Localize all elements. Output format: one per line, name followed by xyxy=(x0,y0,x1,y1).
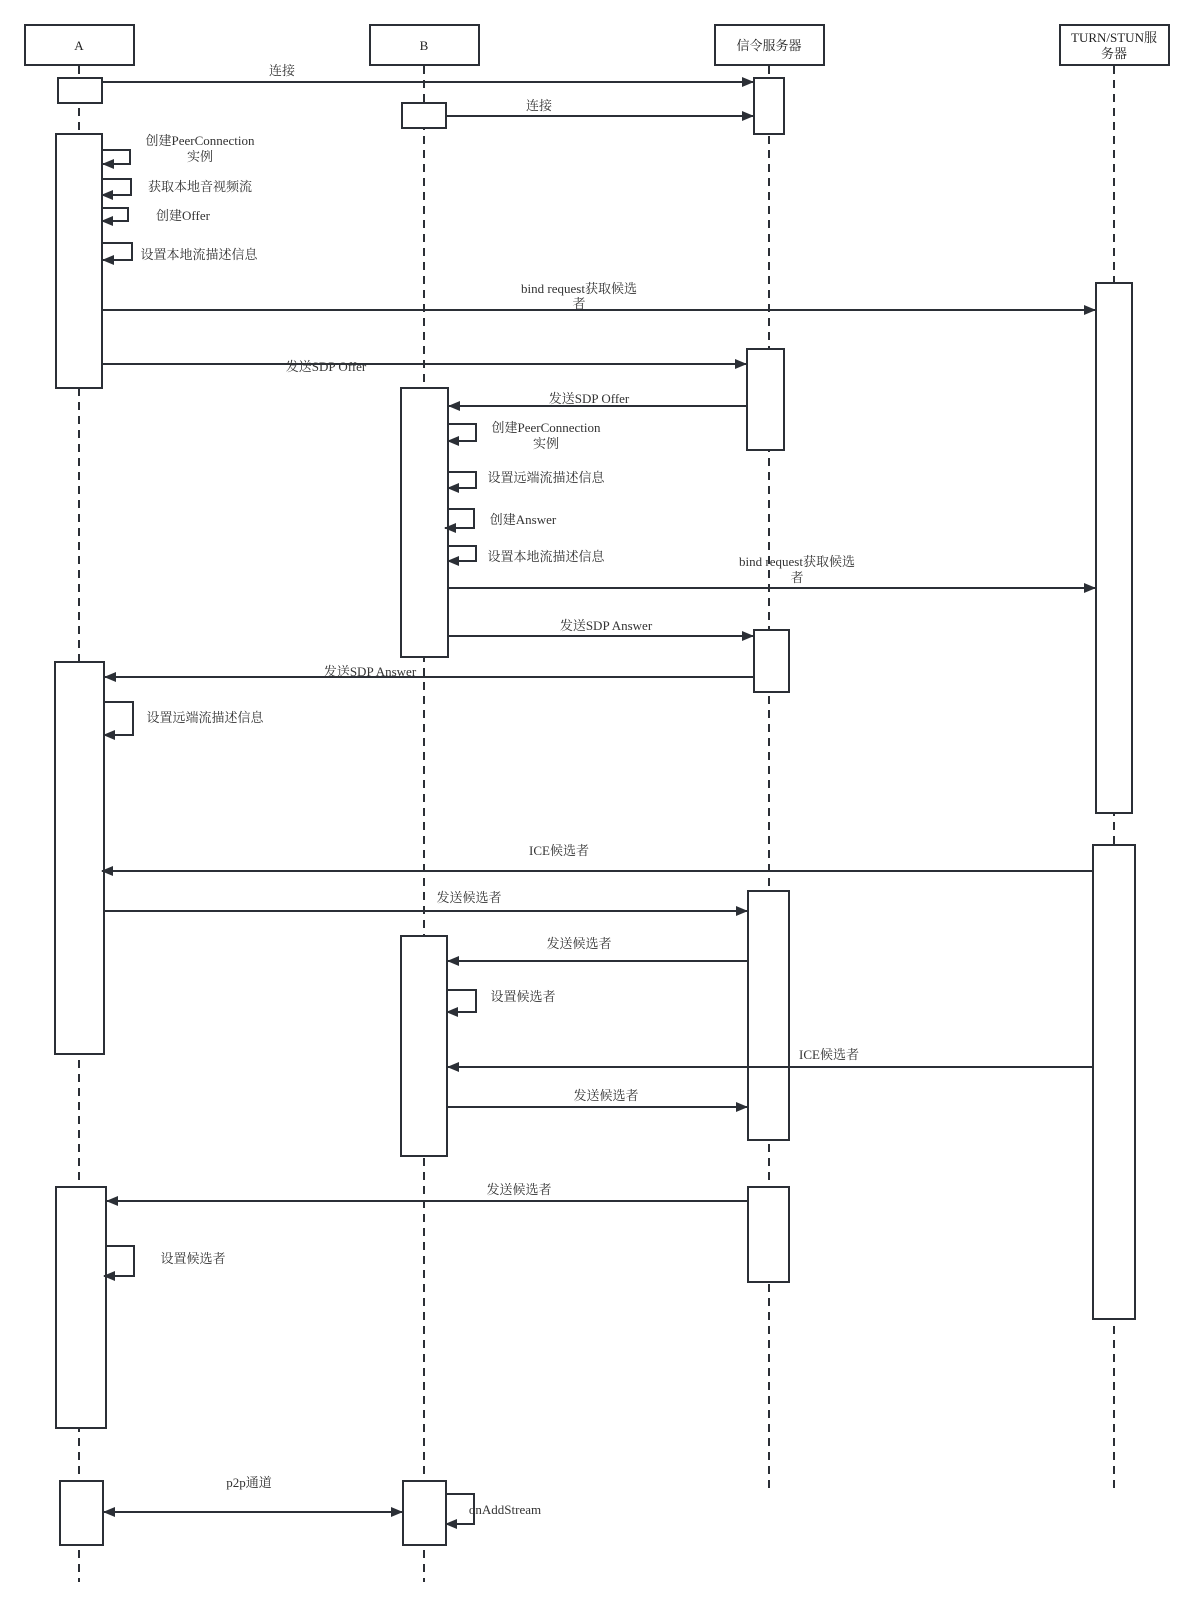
message-label: 发送候选者 xyxy=(436,890,502,905)
self-message-b-on-add-stream xyxy=(446,1494,541,1524)
message-label: 发送候选者 xyxy=(573,1088,639,1103)
message-label: p2p通道 xyxy=(226,1475,272,1490)
message-label-line1: bind request获取候选 xyxy=(739,554,855,569)
message-label: 设置本地流描述信息 xyxy=(487,549,605,564)
activation-a-2 xyxy=(56,134,102,388)
message-label: 设置远端流描述信息 xyxy=(146,710,264,725)
message-label: 发送SDP Offer xyxy=(285,359,367,374)
message-label: 发送SDP Answer xyxy=(323,664,417,679)
message-signaling-forward-candidate-to-b xyxy=(448,936,748,961)
message-label-line2: 实例 xyxy=(532,436,560,451)
activation-a-5 xyxy=(60,1481,103,1545)
message-label: ICE候选者 xyxy=(529,843,589,858)
activation-turn-1 xyxy=(1096,283,1132,813)
self-message-a-get-local-media xyxy=(102,179,252,195)
message-label: 发送候选者 xyxy=(546,936,612,951)
message-label: 创建Answer xyxy=(489,512,557,527)
self-message-b-set-remote-description xyxy=(448,470,605,488)
activation-a-3 xyxy=(55,662,104,1054)
message-label: 连接 xyxy=(525,98,553,113)
participant-b xyxy=(370,25,479,65)
message-label: 获取本地音视频流 xyxy=(147,179,253,194)
message-label-line1: 创建PeerConnection xyxy=(491,420,601,435)
message-b-connect-signaling xyxy=(446,98,753,116)
message-turn-ice-candidate-to-a xyxy=(102,843,1093,871)
self-message-b-set-local-description xyxy=(448,546,605,564)
message-label: onAddStream xyxy=(468,1502,542,1517)
message-label: 连接 xyxy=(268,63,296,78)
message-signaling-forward-candidate-to-a xyxy=(107,1182,748,1201)
message-label-line1: bind request获取候选 xyxy=(521,281,637,296)
message-label: 设置候选者 xyxy=(160,1251,226,1266)
message-a-send-candidate xyxy=(104,890,747,911)
self-message-a-create-peerconnection xyxy=(102,133,255,164)
self-message-b-create-peerconnection xyxy=(448,420,601,451)
activation-sig-1 xyxy=(754,78,784,134)
activation-sig-3 xyxy=(754,630,789,692)
activation-sig-4 xyxy=(748,891,789,1140)
message-label: 发送SDP Answer xyxy=(559,618,653,633)
message-label-line2: 实例 xyxy=(186,149,214,164)
self-message-a-set-candidate xyxy=(104,1246,226,1276)
message-b-send-sdp-answer xyxy=(448,618,753,636)
message-label-line1: 创建PeerConnection xyxy=(145,133,255,148)
activation-sig-2 xyxy=(747,349,784,450)
participant-turn-stun-server xyxy=(1060,25,1169,65)
message-p2p-channel xyxy=(104,1475,402,1512)
message-label: ICE候选者 xyxy=(799,1047,859,1062)
participant-a-label: A xyxy=(74,38,84,53)
activation-sig-5 xyxy=(748,1187,789,1282)
activation-b-1 xyxy=(402,103,446,128)
message-label-line2: 者 xyxy=(572,296,586,311)
participant-signaling-server-label: 信令服务器 xyxy=(736,38,802,53)
message-a-bind-request xyxy=(102,281,1095,311)
activation-a-4 xyxy=(56,1187,106,1428)
self-message-a-create-offer xyxy=(102,208,211,223)
self-message-a-set-local-description xyxy=(102,243,258,262)
message-signaling-forward-sdp-answer xyxy=(105,664,754,679)
message-label: 发送SDP Offer xyxy=(548,391,630,406)
participant-turn-stun-server-label-line2: 务器 xyxy=(1100,46,1128,61)
message-label: 发送候选者 xyxy=(486,1182,552,1197)
message-b-send-candidate xyxy=(447,1088,747,1107)
participant-a xyxy=(25,25,134,65)
message-label: 设置远端流描述信息 xyxy=(487,470,605,485)
participant-turn-stun-server-label-line1: TURN/STUN服 xyxy=(1071,30,1157,45)
participant-b-label: B xyxy=(419,38,429,53)
activation-b-4 xyxy=(403,1481,446,1545)
activation-b-2 xyxy=(401,388,448,657)
message-signaling-forward-sdp-offer xyxy=(449,391,747,406)
self-message-b-create-answer xyxy=(445,509,557,528)
message-label: 创建Offer xyxy=(156,208,210,223)
message-label-line2: 者 xyxy=(790,570,804,585)
message-label: 设置候选者 xyxy=(490,989,556,1004)
activation-a-1 xyxy=(58,78,102,103)
message-label: 设置本地流描述信息 xyxy=(140,247,258,262)
self-message-a-set-remote-description xyxy=(104,702,264,735)
participant-signaling-server xyxy=(715,25,824,65)
activation-turn-2 xyxy=(1093,845,1135,1319)
activation-b-3 xyxy=(401,936,447,1156)
self-message-b-set-candidate xyxy=(447,989,556,1012)
